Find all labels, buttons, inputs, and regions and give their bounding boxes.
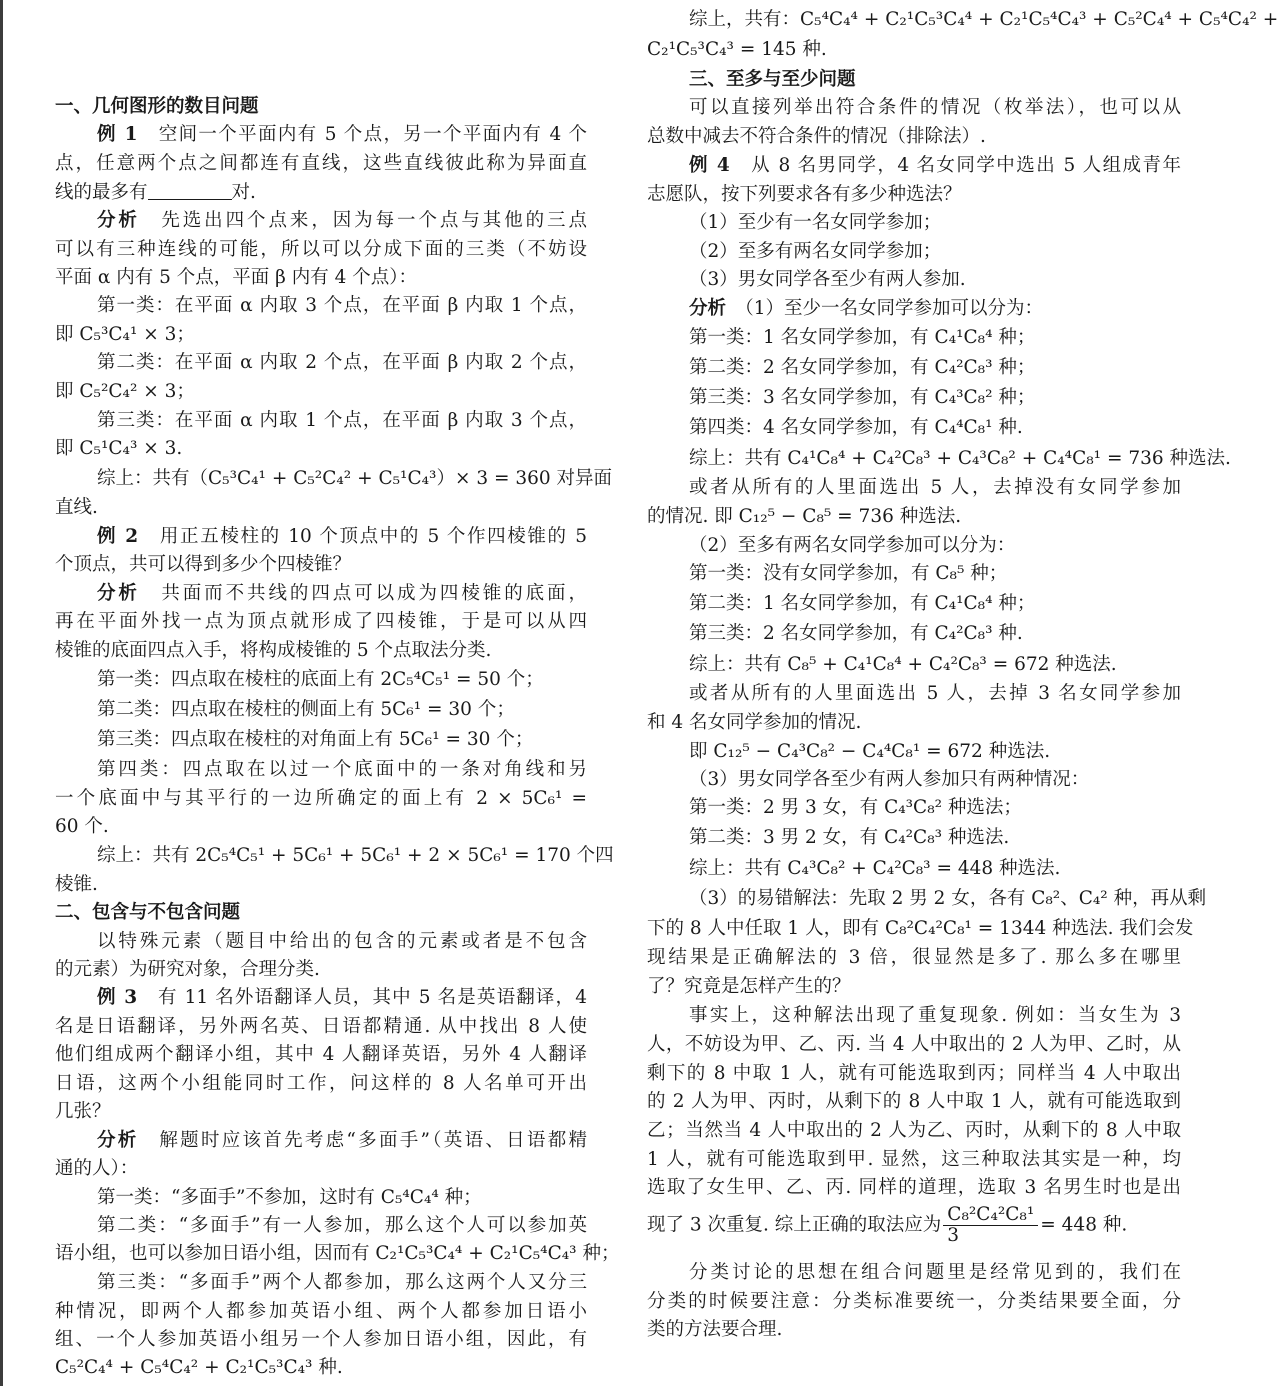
analysis-4-line: 第一类：2 男 3 女，有 C₄³C₈² 种选法；	[689, 797, 1022, 818]
example-1-line: 例 1 空间一个平面内有 5 个点，另一个平面内有 4 个	[97, 124, 587, 145]
analysis-3-line: 第二类：“多面手”有一人参加，那么这个人可以参加英	[97, 1215, 587, 1236]
example-2-line: 例 2 用正五棱柱的 10 个顶点中的 5 个作四棱锥的 5	[97, 526, 587, 547]
analysis-4-line: （3）男女同学各至少有两人参加只有两种情况：	[689, 769, 1090, 790]
analysis-4-line: 第一类：没有女同学参加，有 C₈⁵ 种；	[689, 563, 1008, 584]
analysis-1-line: 第一类：在平面 α 内取 3 个点，在平面 β 内取 1 个点，	[97, 295, 587, 316]
example-3-line: 几张？	[55, 1101, 111, 1122]
error-analysis-line: （3）的易错解法：先取 2 男 2 女，各有 C₈²、C₄² 种，再从剩	[689, 888, 1207, 909]
summary-line: 综上：共有 C₄¹C₈⁴ + C₄²C₈³ + C₄³C₈² + C₄⁴C₈¹ = 736 种选法.	[689, 448, 1231, 469]
analysis-2-line: 一个底面中与其平行的一边所确定的面上有 2 × 5C₆¹ =	[55, 788, 587, 809]
summary-line: 棱锥.	[55, 874, 98, 895]
analysis-2-line: 再在平面外找一点为顶点就形成了四棱锥，于是可以从四	[55, 611, 587, 632]
analysis-2-line: 第二类：四点取在棱柱的侧面上有 5C₆¹ = 30 个；	[97, 699, 515, 720]
analysis-4-line: 第三类：2 名女同学参加，有 C₄²C₈³ 种.	[689, 623, 1023, 644]
analysis-1-line: 可以有三种连线的可能，所以可以分成下面的三类（不妨设	[55, 239, 587, 260]
example-3-line: 他们组成两个翻译小组，其中 4 人翻译英语，另外 4 人翻译	[55, 1044, 587, 1065]
analysis-1-line: 平面 α 内有 5 个点，平面 β 内有 4 个点）：	[55, 267, 418, 288]
example-3-line: 例 3 有 11 名外语翻译人员，其中 5 名是英语翻译，4	[97, 987, 587, 1008]
analysis-2-label: 分析	[97, 583, 140, 604]
conclusion-line: 分类的时候要注意：分类标准要统一，分类结果要全面，分	[647, 1291, 1181, 1312]
summary-line: 综上，共有：C₅⁴C₄⁴ + C₂¹C₅³C₄⁴ + C₂¹C₅⁴C₄³ + C₅²C₄⁴ + C₅⁴C₄² +	[689, 9, 1278, 30]
question-item: （2）至多有两名女同学参加；	[689, 241, 942, 262]
example-3-line: 日语，这两个小组能同时工作，问这样的 8 人名单可开出	[55, 1073, 587, 1094]
section-3-line: 可以直接列举出符合条件的情况（枚举法），也可以从	[689, 97, 1181, 118]
example-4-line: 例 4 从 8 名男同学，4 名女同学中选出 5 人组成青年	[689, 155, 1181, 176]
analysis-4-line: 第四类：4 名女同学参加，有 C₄⁴C₈¹ 种.	[689, 417, 1023, 438]
explanation-fraction-line: 现了 3 次重复. 综上正确的取法应为 $\frac{\text{C₈²C₄²C₈¹}}{3}$ = 448 种.	[647, 1204, 1128, 1246]
summary-line: 综上：共有 C₈⁵ + C₄¹C₈⁴ + C₄²C₈³ = 672 种选法.	[689, 654, 1117, 675]
section-title-at-most-at-least: 三、至多与至少问题	[689, 69, 856, 90]
question-item: （1）至少有一名女同学参加；	[689, 212, 942, 233]
answer-blank	[148, 181, 232, 200]
explanation-line: 事实上，这种解法出现了重复现象. 例如：当女生为 3	[689, 1005, 1181, 1026]
summary-line: 综上：共有（C₅³C₄¹ + C₅²C₄² + C₅¹C₄³）× 3 = 360 对异面	[97, 468, 613, 489]
analysis-3-line: C₅²C₄⁴ + C₅⁴C₄² + C₂¹C₅³C₄³ 种.	[55, 1357, 343, 1378]
analysis-4-line: 第一类：1 名女同学参加，有 C₄¹C₈⁴ 种；	[689, 327, 1036, 348]
analysis-2-line: 分析 共面而不共线的四点可以成为四棱锥的底面，	[97, 583, 587, 604]
analysis-3-label: 分析	[97, 1130, 139, 1151]
conclusion-line: 类的方法要合理.	[647, 1319, 783, 1340]
explanation-line: 人，不妨设为甲、乙、丙. 当 4 人中取出的 2 人为甲、乙时，从	[647, 1034, 1181, 1055]
section-title-inclusion: 二、包含与不包含问题	[55, 902, 241, 923]
analysis-1-label: 分析	[97, 210, 140, 231]
summary-line: 综上：共有 C₄³C₈² + C₄²C₈³ = 448 种选法.	[689, 858, 1061, 879]
fraction-denominator: 3	[947, 1225, 960, 1246]
analysis-4-line: 第二类：3 男 2 女，有 C₄²C₈³ 种选法.	[689, 827, 1010, 848]
summary-line: 综上：共有 2C₅⁴C₅¹ + 5C₆¹ + 5C₆¹ + 2 × 5C₆¹ = 170 个四	[97, 845, 614, 866]
analysis-1-line: 分析 先选出四个点来，因为每一个点与其他的三点	[97, 210, 587, 231]
analysis-3-line: 通的人）：	[55, 1158, 139, 1179]
analysis-4-line: 即 C₁₂⁵ − C₄³C₈² − C₄⁴C₈¹ = 672 种选法.	[689, 741, 1051, 762]
formula-line: 即 C₅¹C₄³ × 3.	[55, 438, 183, 459]
analysis-4-line: 第二类：1 名女同学参加，有 C₄¹C₈⁴ 种；	[689, 593, 1036, 614]
example-1-line: 点，任意两个点之间都连有直线，这些直线彼此称为异面直	[55, 153, 587, 174]
analysis-3-line: 分析 解题时应该首先考虑“多面手”（英语、日语都精	[97, 1130, 587, 1151]
analysis-4-line: （2）至多有两名女同学参加可以分为：	[689, 535, 1016, 556]
question-item: （3）男女同学各至少有两人参加.	[689, 269, 966, 290]
section-2-line: 以特殊元素（题目中给出的包含的元素或者是不包含	[97, 931, 587, 952]
fraction	[943, 1205, 1038, 1246]
formula-line: 即 C₅³C₄¹ × 3；	[55, 324, 195, 345]
analysis-2-line: 第三类：四点取在棱柱的对角面上有 5C₆¹ = 30 个；	[97, 729, 534, 750]
section-3-line: 总数中减去不符合条件的情况（排除法）.	[647, 126, 986, 147]
analysis-4-line: 分析 （1）至少一名女同学参加可以分为：	[689, 298, 1044, 319]
analysis-4-line: 或者从所有的人里面选出 5 人，去掉 3 名女同学参加	[689, 683, 1181, 704]
example-1-line: 线的最多有 对.	[55, 182, 256, 203]
explanation-line: 的 2 人为甲、丙时，从剩下的 8 人中取 1 人，就有可能选取到	[647, 1091, 1181, 1112]
example-3-line: 名是日语翻译，另外两名英、日语都精通. 从中找出 8 人使	[55, 1016, 587, 1037]
analysis-2-line: 第四类：四点取在以过一个底面中的一条对角线和另	[97, 759, 587, 780]
error-analysis-line: 现结果是正确解法的 3 倍，很显然是多了. 那么多在哪里	[647, 947, 1181, 968]
analysis-2-line: 棱锥的底面四点入手，将构成棱锥的 5 个点取法分类.	[55, 640, 492, 661]
fraction-numerator: C₈²C₄²C₈¹	[943, 1205, 1038, 1226]
summary-line: C₂¹C₅³C₄³ = 145 种.	[647, 39, 827, 60]
section-2-line: 的元素）为研究对象，合理分类.	[55, 959, 320, 980]
explanation-line: 剩下的 8 中取 1 人，就有可能选取到丙；同样当 4 人中取出	[647, 1063, 1181, 1084]
page-edge-border	[0, 0, 3, 1386]
example-4-label: 例 4	[689, 155, 730, 176]
conclusion-line: 分类讨论的思想在组合问题里是经常见到的，我们在	[689, 1262, 1181, 1283]
analysis-4-line: 和 4 名女同学参加的情况.	[647, 712, 862, 733]
analysis-4-line: 或者从所有的人里面选出 5 人，去掉没有女同学参加	[689, 477, 1181, 498]
analysis-4-line: 的情况. 即 C₁₂⁵ − C₈⁵ = 736 种选法.	[647, 506, 962, 527]
section-title-geometry: 一、几何图形的数目问题	[55, 96, 259, 117]
analysis-3-line: 组、一个人参加英语小组另一个人参加日语小组，因此，有	[55, 1329, 587, 1350]
error-analysis-line: 下的 8 人中任取 1 人，即有 C₈²C₄²C₈¹ = 1344 种选法. 我们会发	[647, 918, 1194, 939]
example-4-line: 志愿队，按下列要求各有多少种选法？	[647, 184, 962, 205]
analysis-1-line: 第二类：在平面 α 内取 2 个点，在平面 β 内取 2 个点，	[97, 352, 587, 373]
analysis-4-line: 第三类：3 名女同学参加，有 C₄³C₈² 种；	[689, 387, 1036, 408]
analysis-2-line: 第一类：四点取在棱柱的底面上有 2C₅⁴C₅¹ = 50 个；	[97, 669, 544, 690]
error-analysis-line: 了？究竟是怎样产生的？	[647, 976, 851, 997]
summary-line: 直线.	[55, 497, 98, 518]
analysis-4-line: 第二类：2 名女同学参加，有 C₄²C₈³ 种；	[689, 357, 1036, 378]
example-1-label: 例 1	[97, 124, 138, 145]
analysis-3-line: 语小组，也可以参加日语小组，因而有 C₂¹C₅³C₄⁴ + C₂¹C₅⁴C₄³ 种；	[55, 1243, 620, 1264]
formula-line: 即 C₅²C₄² × 3；	[55, 381, 195, 402]
analysis-2-line: 60 个.	[55, 816, 109, 837]
analysis-3-line: 第三类：“多面手”两个人都参加，那么这两个人又分三	[97, 1272, 587, 1293]
example-2-line: 个顶点，共可以得到多少个四棱锥？	[55, 554, 352, 575]
explanation-line: 1 人，就有可能选取到甲. 显然，这三种取法其实是一种，均	[647, 1149, 1181, 1170]
analysis-3-line: 第一类：“多面手”不参加，这时有 C₅⁴C₄⁴ 种；	[97, 1187, 482, 1208]
analysis-4-label: 分析	[689, 298, 727, 319]
example-3-label: 例 3	[97, 987, 138, 1008]
example-2-label: 例 2	[97, 526, 139, 547]
analysis-1-line: 第三类：在平面 α 内取 1 个点，在平面 β 内取 3 个点，	[97, 410, 587, 431]
explanation-line: 乙；当然当 4 人中取出的 2 人为乙、丙时，从剩下的 8 人中取	[647, 1120, 1181, 1141]
explanation-line: 选取了女生甲、乙、丙. 同样的道理，选取 3 名男生时也是出	[647, 1177, 1181, 1198]
analysis-3-line: 种情况，即两个人都参加英语小组、两个人都参加日语小	[55, 1301, 587, 1322]
